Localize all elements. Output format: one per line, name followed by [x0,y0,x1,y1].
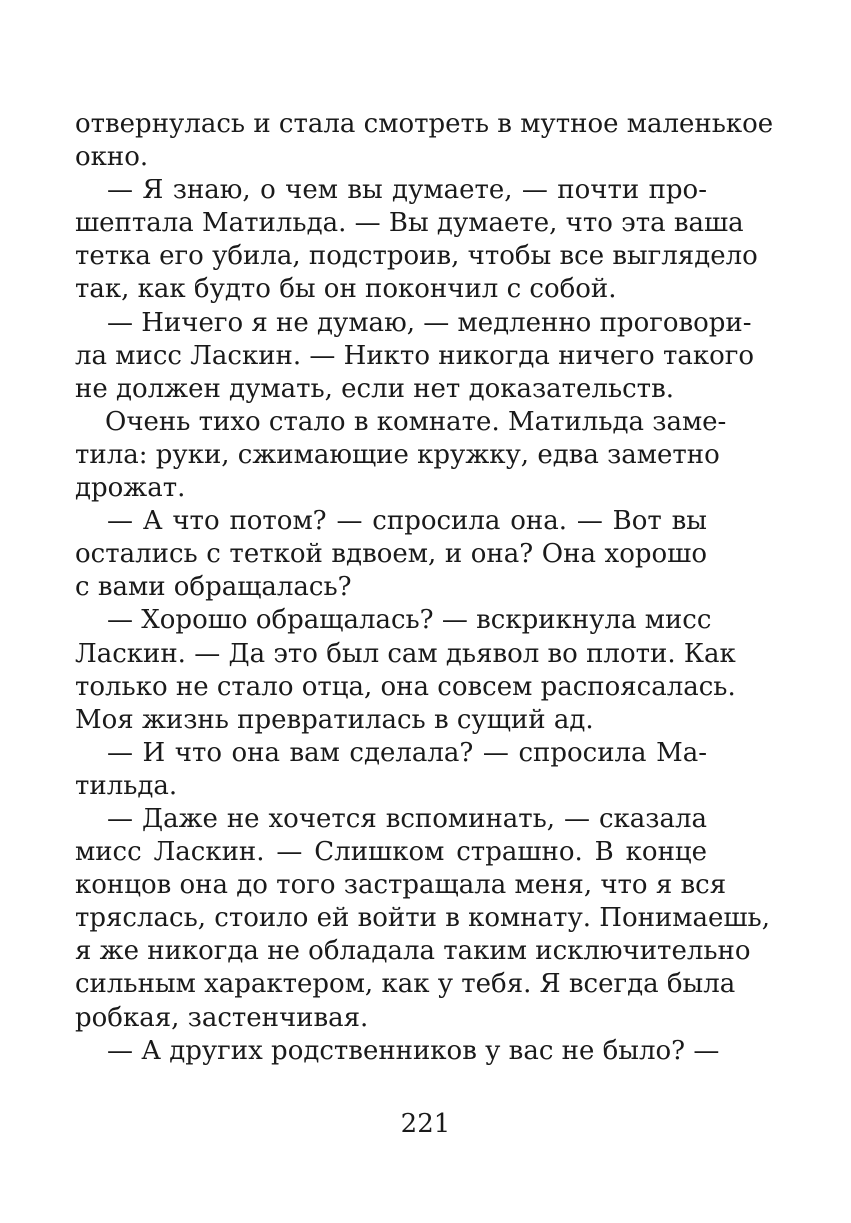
text-line: с вами обращалась? [75,572,352,603]
text-line: — А что потом? — спросила она. — Вот вы [107,506,707,537]
body-text [75,108,774,1068]
text-line: отвернулась и стала смотреть в мутное маленькое [75,109,774,139]
text-line: мисс Ласкин. — Слишком страшно. В конце [75,837,707,868]
text-line: ла мисс Ласкин. — Никто никогда ничего такого [75,340,755,371]
text-line: — Ничего я не думаю, — медленно проговори- [107,307,752,338]
text-line: только не стало отца, она совсем распоясалась. [75,671,736,702]
text-line: — И что она вам сделала? — спросила Ма- [107,737,707,768]
text-line: — А других родственников у вас не было? — [107,1035,720,1066]
text-line: робкая, застенчивая. [75,1002,369,1033]
text-line: сильным характером, как у тебя. Я всегда была [75,969,736,1000]
text-line: окно. [75,142,149,173]
text-line: Очень тихо стало в комнате. Матильда заме- [105,406,727,437]
text-line: — Даже не хочется вспоминать, — сказала [107,803,707,834]
text-line: остались с теткой вдвоем, и она? Она хорошо [75,539,707,570]
text-line: так, как будто бы он покончил с собой. [75,274,617,305]
text-line: тряслась, стоило ей войти в комнату. Понимаешь, [75,903,770,934]
text-line: тетка его убила, подстроив, чтобы все выглядело [75,241,758,272]
text-line: — Хорошо обращалась? — вскрикнула мисс [107,605,712,636]
text-line: Моя жизнь превратилась в сущий ад. [75,704,594,735]
text-line: шептала Матильда. — Вы думаете, что эта ваша [75,208,744,239]
text-line: дрожат. [75,473,186,504]
text-line: тила: руки, сжимающие кружку, едва заметно [75,439,720,470]
text-line: — Я знаю, о чем вы думаете, — почти про- [107,175,707,206]
text-line: тильда. [75,770,178,801]
text-line: я же никогда не обладала таким исключительно [75,936,751,967]
text-line: не должен думать, если нет доказательств. [75,373,674,404]
text-line: Ласкин. — Да это был сам дьявол во плоти. Как [75,638,736,669]
page-number: 221 [400,1109,451,1139]
text-line: концов она до того застращала меня, что я вся [75,870,727,901]
